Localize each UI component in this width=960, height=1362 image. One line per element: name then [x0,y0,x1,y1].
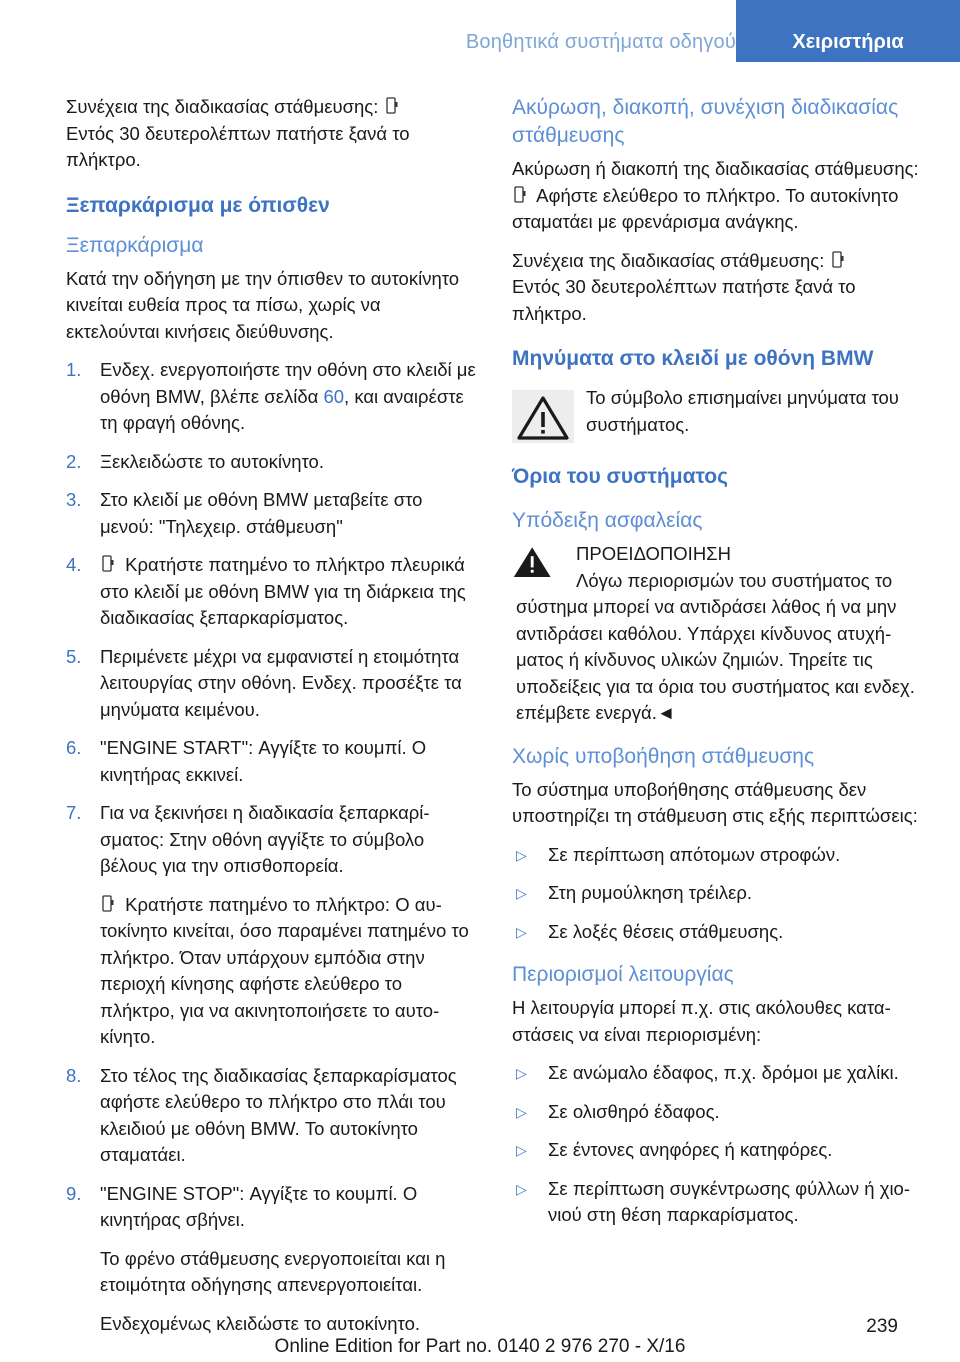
list-item: ▷ Σε λοξές θέσεις στάθμευσης. [512,919,930,946]
warning-triangle-icon [512,387,574,443]
messages-notice [512,385,930,445]
list-item: ▷ Σε έντονες ανηφόρες ή κατηφόρες. [512,1137,930,1164]
key-button-icon [386,97,398,115]
list-item: ▷ Σε ανώμαλο έδαφος, π.χ. δρόμοι με χαλίκι. [512,1060,930,1087]
page-header [0,0,960,62]
heading-function-limits: Περιορισμοί λειτουργίας [512,963,734,986]
left-column [66,94,479,1349]
bullet-triangle-icon: ▷ [516,1142,527,1158]
page-link[interactable]: 60 [323,385,345,407]
page-footer [0,1310,960,1362]
continue-label: Συνέχεια της διαδικασίας στάθμευσης: [66,96,379,117]
page-number: 239 [866,1316,898,1337]
edition-note: Online Edition for Part no. 0140 2 976 270 - X/16 [274,1336,686,1357]
right-column [512,94,930,1241]
bullet-triangle-icon: ▷ [516,1103,527,1120]
step-subparagraph: Κρατήστε πατημένο το πλήκτρο: Ο αυτοκίνητο κινείται, όσο παραμένει πατημένο το πλήκτρο. Όταν υπάρχουν εμπόδια στην περιοχή κίνησης αφήστε ελεύθερο το πλήκτρο, για να ακινητοποιήσετε το αυτοκίνητο. [100,893,469,1047]
warning-text: Λόγω περιορισμών του συστήματος το σύστημα μπορεί να αντιδράσει λάθος ή να μην αντιδράσει καθόλου. Υπάρχει κίνδυνος ατυχήματος ή κίνδυνος υλικών ζημιών. Τηρείτε τις υποδείξεις για τα όρια του συστήματος και ενδεχ. επέμβετε ενεργά.◄ [516,569,915,723]
list-item: 6. "ENGINE START": Αγγίξτε το κουμπί. Ο κινητήρας εκκινεί. [66,737,427,785]
warning-triangle-icon [512,545,562,585]
list-item: 4. Κρατήστε πατημένο το πλήκτρο πλευρικά στο κλειδί με οθόνη BMW για τη διάρκεια της διαδικασίας ξεπαρκαρίσματος. [66,554,466,628]
exit-steps-list [66,357,479,1337]
function-limits-text: Η λειτουργία μπορεί π.χ. στις ακόλουθες καταστάσεις να είναι περιορισμένη: [512,997,891,1045]
heading-no-assist: Χωρίς υποβοήθηση στάθμευσης [512,744,815,768]
list-item: ▷ Σε περίπτωση απότομων στροφών. [512,842,930,869]
list-item: 7. Για να ξεκινήσει η διαδικασία ξεπαρκαρίσματος: Στην οθόνη αγγίξτε το σύμβολο βέλους για την οπισθοπορεία. Κρατήστε πατημένο το πλήκτρο: Ο αυτοκίνητο κινείται, όσο παραμένει πατημένο το πλήκτρο. Όταν υπάρχουν εμπόδια στην περιοχή κίνησης αφήστε ελεύθερο το πλήκτρο, για να ακινητοποιήσετε το αυτοκίνητο. [66,800,479,1051]
list-item: 5. Περιμένετε μέχρι να εμφανιστεί η ετοιμότητα λειτουργίας στην οθόνη. Ενδεχ. προσέξτε τα μηνύματα κειμένου. [66,645,462,720]
key-button-icon [102,555,114,573]
header-chapter-tab: Χειριστήρια [736,0,960,62]
list-item: 1. Ενδεχ. ενεργοποιήστε την οθόνη στο κλειδί με οθόνη BMW, βλέπε σελίδα 60, και αναιρέστε τη φραγή οθόνης. [66,359,476,433]
list-item: 2. Ξεκλειδώστε το αυτοκίνητο. [66,450,324,472]
continue-instruction: Εντός 30 δευτερολέπτων πατήστε ξανά το πλήκτρο. [66,122,410,170]
step-subparagraph: Ενδεχομένως κλειδώστε το αυτοκίνητο. [100,1312,421,1334]
warning-notice [512,541,930,727]
list-item: ▷ Στη ρυμούλκηση τρέιλερ. [512,880,930,907]
heading-exit: Ξεπαρκάρισμα [66,233,204,257]
exit-description: Κατά την οδήγηση με την όπισθεν το αυτοκίνητο κινείται ευθεία προς τα πίσω, χωρίς να εκτελούνται κινήσεις διεύθυνσης. [66,267,460,342]
key-button-icon [514,186,526,204]
key-button-icon [832,251,844,269]
bullet-triangle-icon: ▷ [516,1065,527,1081]
step-subparagraph: Το φρένο στάθμευσης ενεργοποιείται και η ετοιμότητα οδήγησης απενεργοποιείται. [100,1247,446,1295]
list-item: 8. Στο τέλος της διαδικασίας ξεπαρκαρίσματος αφήστε ελεύθερο το πλήκτρο στο πλάι του κλειδιού με οθόνη BMW. Το αυτοκίνητο σταματάει. [66,1064,457,1165]
heading-system-limits: Όρια του συστήματος [512,465,729,488]
list-item: 3. Στο κλειδί με οθόνη BMW μεταβείτε στο μενού: "Τηλεχειρ. στάθμευση" [66,489,423,537]
cancel-paragraph: Ακύρωση ή διακοπή της διαδικασίας στάθμευσης: Αφήστε ελεύθερο το πλήκτρο. Το αυτοκίνητο σταματάει με φρενάρισμα ανάγκης. [512,158,919,232]
continue-paragraph: Συνέχεια της διαδικασίας στάθμευσης: Εντός 30 δευτερολέπτων πατήστε ξανά το πλήκτρο. [512,249,856,324]
bullet-triangle-icon: ▷ [516,1180,527,1197]
heading-safety-note: Υπόδειξη ασφαλείας [512,509,703,532]
heading-messages: Μηνύματα στο κλειδί με οθόνη BMW [512,347,874,370]
bullet-triangle-icon: ▷ [516,846,527,863]
messages-text: Το σύμβολο επισημαίνει μηνύματα του συστήματος. [586,387,899,435]
header-section-title: Βοηθητικά συστήματα οδηγού [465,31,736,53]
heading-cancel: Ακύρωση, διακοπή, συνέχιση διαδικασίας στάθμευσης [512,96,899,147]
list-item: ▷ Σε ολισθηρό έδαφος. [512,1099,930,1126]
no-assist-text: Το σύστημα υποβοήθησης στάθμευσης δεν υποστηρίζει τη στάθμευση στις εξής περιπτώσεις: [512,778,918,826]
list-item: 9. "ENGINE STOP": Αγγίξτε το κουμπί. Ο κινητήρας σβήνει. Το φρένο στάθμευσης ενεργοποιείται και η ετοιμότητα οδήγησης απενεργοποιείται. Ενδεχομένως κλειδώστε το αυτοκίνητο. [66,1181,479,1338]
heading-reverse-exit: Ξεπαρκάρισμα με όπισθεν [66,193,330,217]
key-button-icon [102,895,114,913]
no-assist-list [512,842,930,946]
warning-title: ΠΡΟΕΙΔΟΠΟΙΗΣΗ [576,543,731,564]
bullet-triangle-icon: ▷ [516,885,527,901]
continue-paragraph [66,94,479,174]
bullet-triangle-icon: ▷ [516,923,527,940]
list-item: ▷ Σε περίπτωση συγκέντρωσης φύλλων ή χιονιού στη θέση παρκαρίσματος. [516,1177,911,1225]
function-limits-list [512,1060,930,1229]
